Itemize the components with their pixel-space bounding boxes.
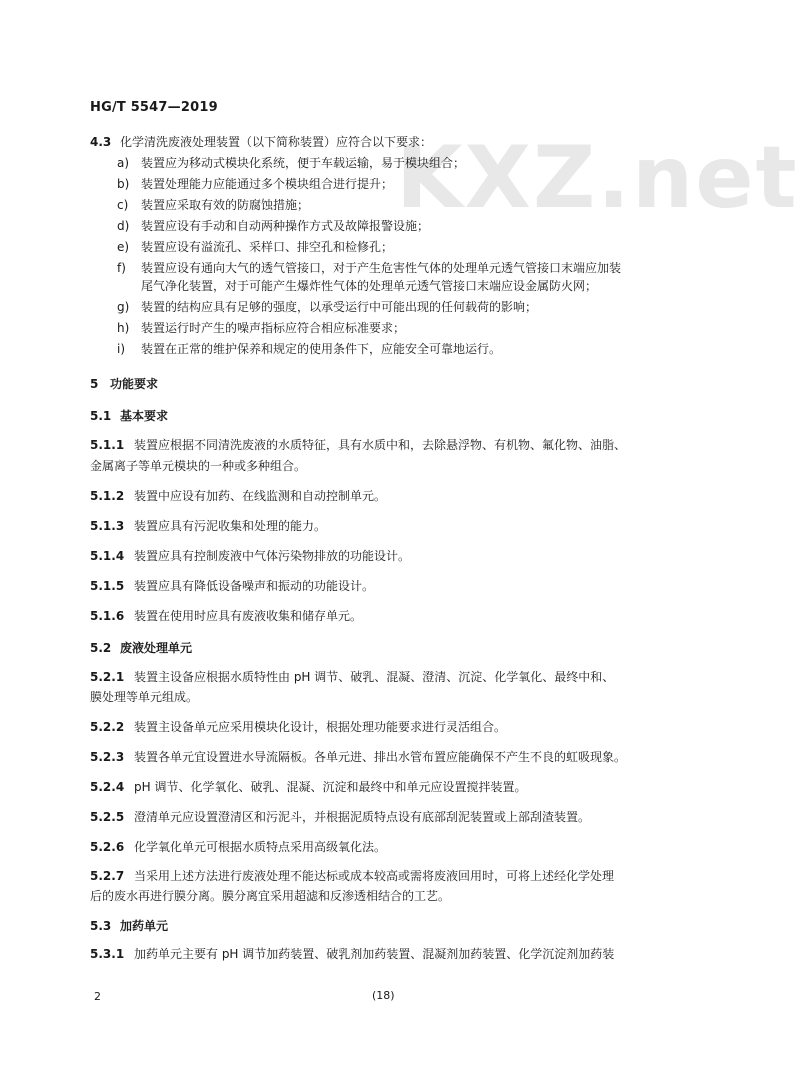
list-item-text: 装置在正常的维护保养和规定的使用条件下，应能安全可靠地运行。 xyxy=(141,342,502,356)
clause-continuation: 后的废水再进行膜分离。膜分离宜采用超滤和反渗透相结合的工艺。 xyxy=(90,889,451,903)
list-item-text: 装置的结构应具有足够的强度，以承受运行中可能出现的任何载荷的影响； xyxy=(141,300,538,314)
list-item-text: 装置应采取有效的防腐蚀措施； xyxy=(141,198,310,212)
clause-number: 5.1.1 xyxy=(90,438,125,452)
clause-number: 5.2.3 xyxy=(90,750,125,764)
section-5-3-number: 5.3 xyxy=(90,919,112,933)
clause-text: 装置主设备应根据水质特性由 pH 调节、破乳、混凝、澄清、沉淀、化学氧化、最终中和、 xyxy=(134,670,615,684)
list-item-continuation: 尾气净化装置，对于可能产生爆炸性气体的处理单元透气管接口末端应设金属防火网； xyxy=(141,279,598,293)
section-4-3-number: 4.3 xyxy=(90,135,112,149)
page-sequence-label: (18) xyxy=(372,989,395,1002)
clause-number: 5.1.5 xyxy=(90,579,125,593)
clause-continuation: 金属离子等单元模块的一种或多种组合。 xyxy=(90,459,307,473)
section-5-2-number: 5.2 xyxy=(90,641,112,655)
list-item-text: 装置应设有溢流孔、采样口、排空孔和检修孔； xyxy=(141,240,394,254)
section-5-3-title: 加药单元 xyxy=(120,919,169,933)
clause-number: 5.2.6 xyxy=(90,840,125,854)
section-5-title: 功能要求 xyxy=(110,377,159,391)
list-item-label: a) xyxy=(117,156,130,170)
list-item-text: 装置运行时产生的噪声指标应符合相应标准要求； xyxy=(141,321,406,335)
clause-text: 装置主设备单元应采用模块化设计，根据处理功能要求进行灵活组合。 xyxy=(134,720,507,734)
list-item-text: 装置应设有通向大气的透气管接口，对于产生危害性气体的处理单元透气管接口末端应加装 xyxy=(141,261,622,275)
clause-text: 当采用上述方法进行废液处理不能达标或成本较高或需将废液回用时，可将上述经化学处理 xyxy=(134,869,615,883)
clause-text: 化学氧化单元可根据水质特点采用高级氧化法。 xyxy=(134,840,387,854)
clause-text: 加药单元主要有 pH 调节加药装置、破乳剂加药装置、混凝剂加药装置、化学沉淀剂加药装 xyxy=(134,947,615,961)
list-item-text: 装置应设有手动和自动两种操作方式及故障报警设施； xyxy=(141,219,430,233)
clause-number: 5.2.2 xyxy=(90,720,125,734)
section-5-number: 5 xyxy=(90,377,99,391)
clause-text: 装置应根据不同清洗废液的水质特征，具有水质中和，去除悬浮物、有机物、氟化物、油脂、 xyxy=(134,438,627,452)
list-item-label: c) xyxy=(117,198,129,212)
clause-text: 装置中应设有加药、在线监测和自动控制单元。 xyxy=(134,489,387,503)
clause-text: 澄清单元应设置澄清区和污泥斗，并根据泥质特点设有底部刮泥装置或上部刮渣装置。 xyxy=(134,810,591,824)
page-number: 2 xyxy=(94,990,101,1003)
list-item-label: i) xyxy=(117,342,126,356)
clause-text: pH 调节、化学氧化、破乳、混凝、沉淀和最终中和单元应设置搅拌装置。 xyxy=(134,780,527,794)
standard-code: HG/T 5547—2019 xyxy=(90,100,218,115)
list-item-label: h) xyxy=(117,321,130,335)
list-item-label: b) xyxy=(117,177,130,191)
clause-text: 装置各单元宜设置进水导流隔板。各单元进、排出水管布置应能确保不产生不良的虹吸现象。 xyxy=(134,750,627,764)
clause-text: 装置在使用时应具有废液收集和储存单元。 xyxy=(134,609,363,623)
section-5-1-title: 基本要求 xyxy=(120,409,169,423)
list-item-text: 装置处理能力应能通过多个模块组合进行提升； xyxy=(141,177,394,191)
clause-text: 装置应具有污泥收集和处理的能力。 xyxy=(134,519,327,533)
clause-text: 装置应具有控制废液中气体污染物排放的功能设计。 xyxy=(134,549,411,563)
clause-continuation: 膜处理等单元组成。 xyxy=(90,690,199,704)
clause-number: 5.2.7 xyxy=(90,869,125,883)
clause-text: 装置应具有降低设备噪声和振动的功能设计。 xyxy=(134,579,375,593)
clause-number: 5.3.1 xyxy=(90,947,125,961)
watermark-text: KXZ.net xyxy=(396,128,799,228)
clause-number: 5.1.2 xyxy=(90,489,125,503)
list-item-label: e) xyxy=(117,240,130,254)
clause-number: 5.1.4 xyxy=(90,549,125,563)
clause-number: 5.2.5 xyxy=(90,810,125,824)
clause-number: 5.1.3 xyxy=(90,519,125,533)
clause-number: 5.1.6 xyxy=(90,609,125,623)
section-5-2-title: 废液处理单元 xyxy=(120,641,193,655)
clause-number: 5.2.4 xyxy=(90,780,125,794)
list-item-label: d) xyxy=(117,219,130,233)
clause-number: 5.2.1 xyxy=(90,670,125,684)
section-5-1-number: 5.1 xyxy=(90,409,112,423)
section-4-3-intro: 化学清洗废液处理装置（以下简称装置）应符合以下要求： xyxy=(120,135,433,149)
list-item-text: 装置应为移动式模块化系统，便于车载运输，易于模块组合； xyxy=(141,156,466,170)
list-item-label: g) xyxy=(117,300,130,314)
list-item-label: f) xyxy=(117,261,126,275)
